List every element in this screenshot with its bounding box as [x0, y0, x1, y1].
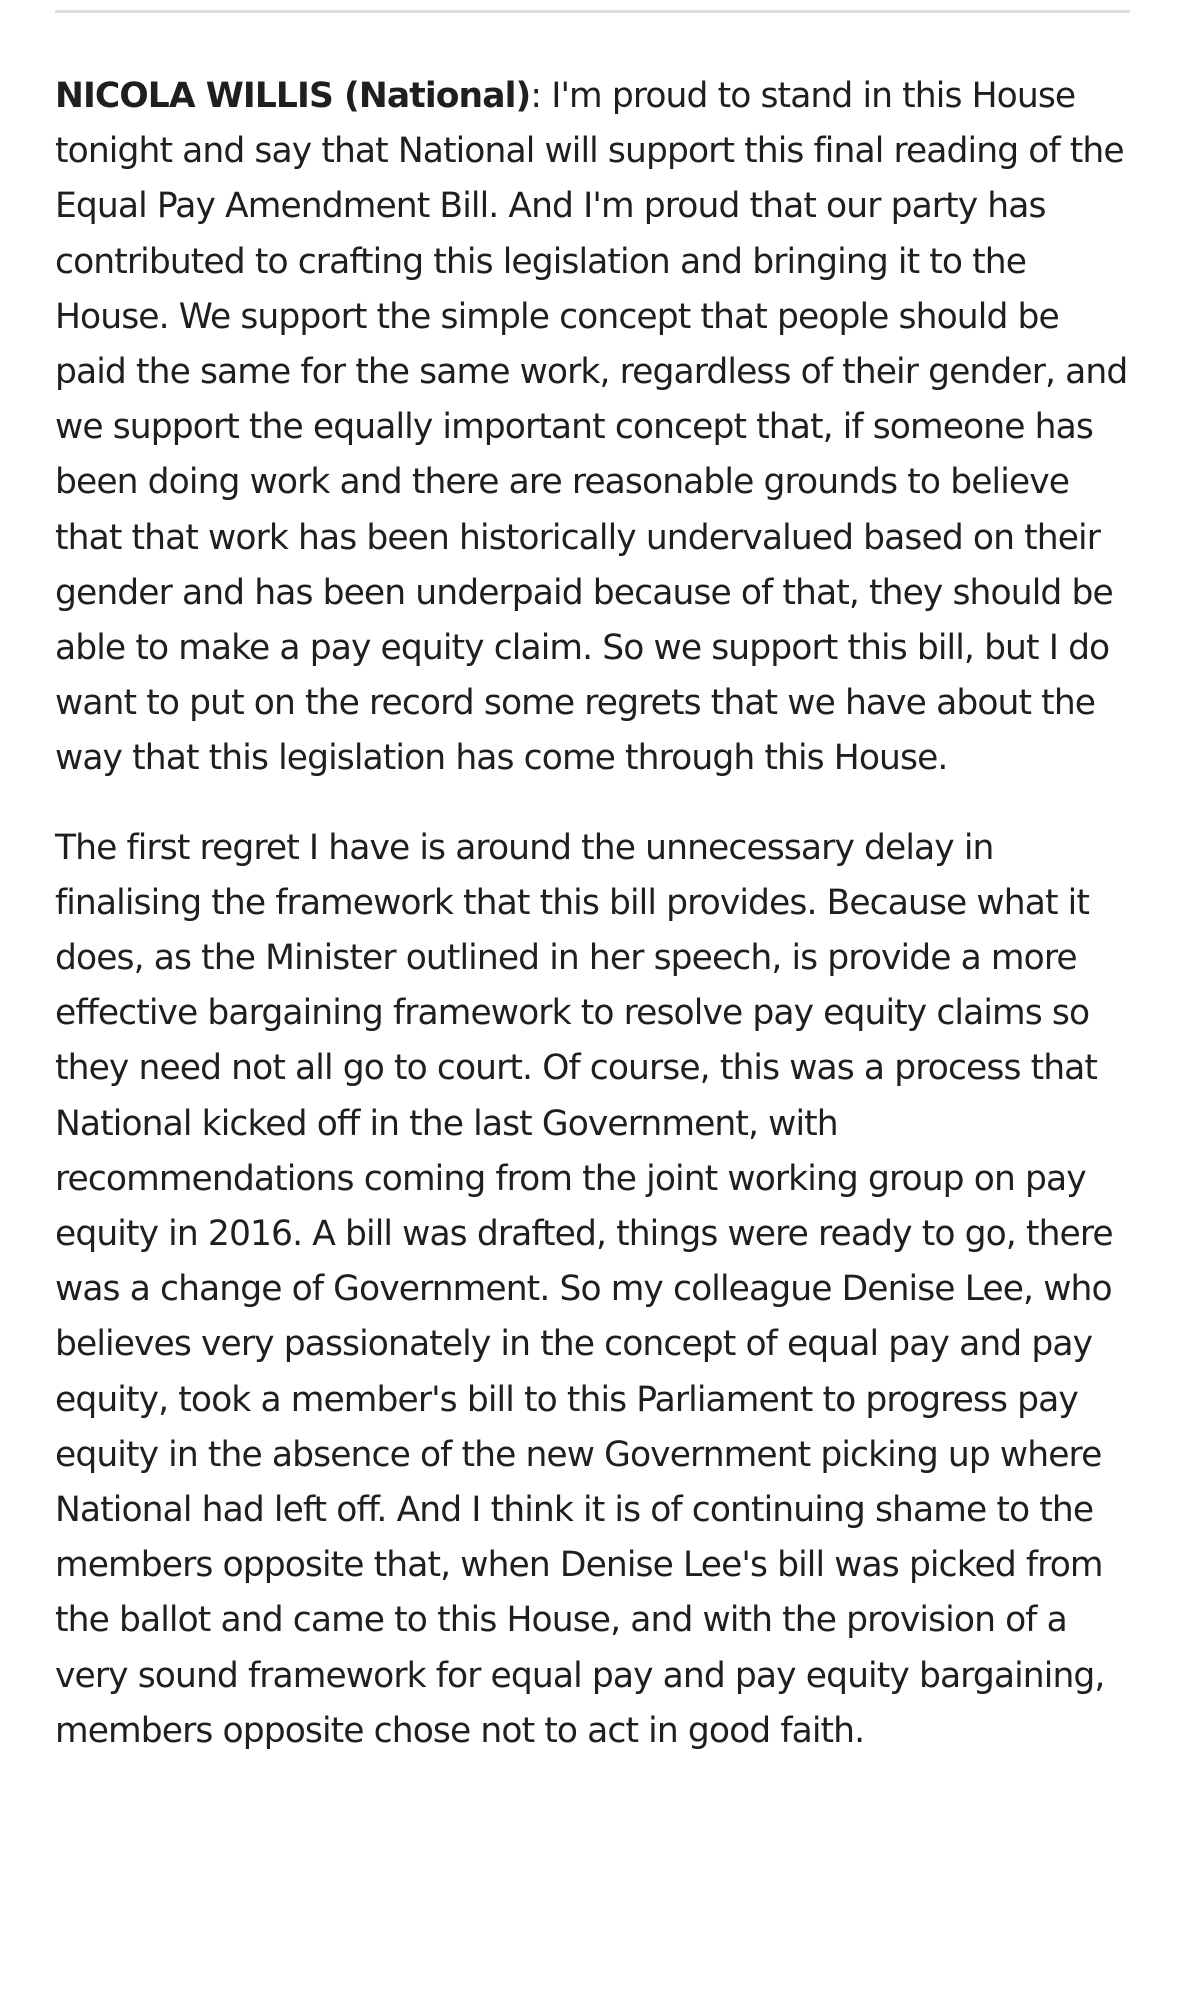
speech-paragraph-2	[55, 821, 1135, 1759]
speaker-separator: :	[530, 76, 552, 116]
speech-paragraph-1	[55, 69, 1135, 787]
speech-transcript	[55, 69, 1135, 1759]
paragraph-1-text: I'm proud to stand in this House tonight and say that National will support this final reading of the Equal Pay Amendment Bill. And I'm proud that our party has contributed to crafting this legislation and bringing it to the House. We support the simple concept that people should be paid the same for the same work, regardless of their gender, and we support the equally important concept that, if someone has been doing work and there are reasonable grounds to believe that that work has been historically undervalued based on their gender and has been underpaid because of that, they should be able to make a pay equity claim. So we support this bill, but I do want to put on the record some regrets that we have about the way that this legislation has come through this House.	[55, 76, 1128, 779]
top-divider	[55, 10, 1130, 13]
paragraph-2-text: The first regret I have is around the unnecessary delay in finalising the framework that this bill provides. Because what it does, as the Minister outlined in her speech, is provide a more effective bargaining framework to resolve pay equity claims so they need not all go to court. Of course, this was a process that National kicked off in the last Government, with recommendations coming from the joint working group on pay equity in 2016. A bill was drafted, things were ready to go, there was a change of Government. So my colleague Denise Lee, who believes very passionately in the concept of equal pay and pay equity, took a member's bill to this Parliament to progress pay equity in the absence of the new Government picking up where National had left off. And I think it is of continuing shame to the members opposite that, when Denise Lee's bill was picked from the ballot and came to this House, and with the provision of a very sound framework for equal pay and pay equity bargaining, members opposite chose not to act in good faith.	[55, 827, 1113, 1751]
speaker-name: NICOLA WILLIS (National)	[55, 76, 531, 116]
